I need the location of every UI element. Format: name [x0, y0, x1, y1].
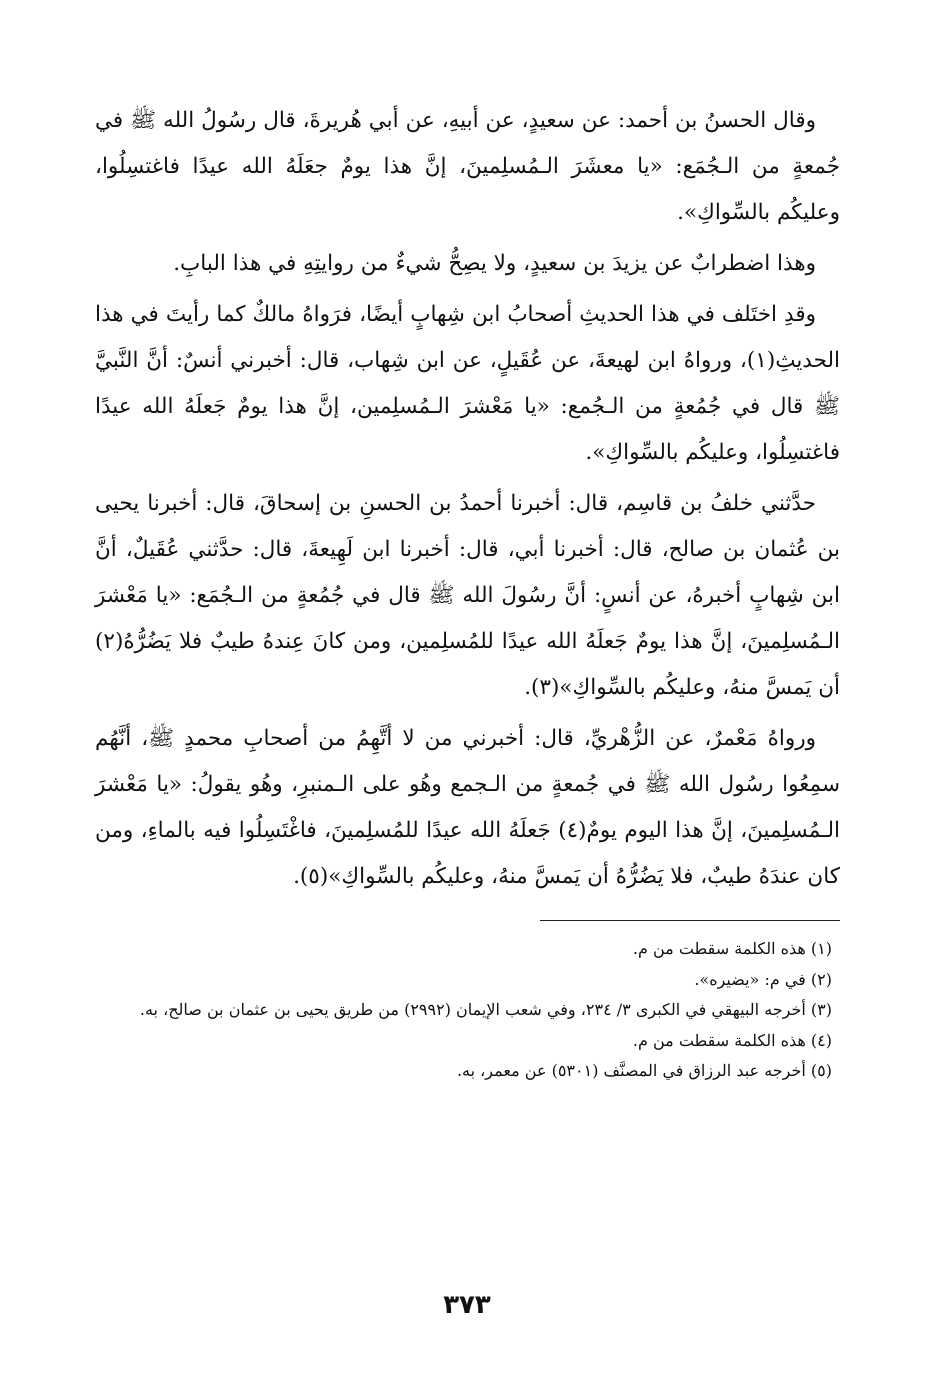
- paragraph-5: ورواهُ مَعْمرٌ، عن الزُّهْريِّ، قال: أخبرني من لا أتَّهِمُ من أصحابِ محمدٍ ﷺ، أنَّهُم سمِعُوا رسُول الله ﷺ في جُمعةٍ من الـجمع وهُو على الـمنبرِ، وهُو يقولُ: «يا مَعْشرَ الـمُسلِمينَ، إنَّ هذا اليوم يومٌ(٤) جَعلَهُ الله عيدًا للمُسلِمينَ، فاغْتَسِلُوا فيه بالماءِ، ومن كان عندَهُ طيبٌ، فلا يَضُرُّهُ أن يَمسَّ منهُ، وعليكُم بالسِّواكِ»(٥).: [95, 726, 840, 889]
- main-text: [95, 98, 840, 900]
- footnotes: [95, 935, 840, 1086]
- paragraph-2: وهذا اضطرابٌ عن يزيدَ بن سعيدٍ، ولا يصِحُّ شيءٌ من روايتِهِ في هذا البابِ.: [173, 251, 816, 276]
- page-content: [95, 98, 840, 1088]
- footnote-3: (٣) أخرجه البيهقي في الكبرى ٣/ ٢٣٤، وفي شعب الإيمان (٢٩٩٢) من طريق يحيى بن عثمان بن صالح، به.: [139, 1000, 832, 1019]
- footnote-2: (٢) في م: «يضيره».: [694, 969, 832, 989]
- paragraph-4: حدَّثني خلفُ بن قاسِم، قال: أخبرنا أحمدُ بن الحسنِ بن إسحاقَ، قال: أخبرنا يحيى بن عُثمان بن صالح، قال: أخبرنا أبي، قال: أخبرنا ابن لَهِيعةَ، قال: حدَّثني عُقَيلٌ، أنَّ ابن شِهابٍ أخبرهُ، عن أنسٍ: أنَّ رسُولَ الله ﷺ قال في جُمُعةٍ من الـجُمَع: «يا مَعْشرَ الـمُسلِمينَ، إنَّ هذا يومٌ جَعلَهُ الله عيدًا للمُسلِمين، ومن كانَ عِندهُ طيبٌ فلا يَضُرُّهُ(٢) أن يَمسَّ منهُ، وعليكُم بالسِّواكِ»(٣).: [95, 491, 840, 700]
- page-number: ٣٧٣: [443, 1290, 491, 1320]
- paragraph-1: وقال الحسنُ بن أحمد: عن سعيدٍ، عن أبيهِ، عن أبي هُريرةَ، قال رسُولُ الله ﷺ في جُمعةٍ من الـجُمَع: «يا معشَرَ الـمُسلِمينَ، إنَّ هذا يومٌ جعَلَهُ الله عيدًا فاغتسِلُوا، وعليكُم بالسِّواكِ».: [95, 108, 840, 225]
- footnote-5: (٥) أخرجه عبد الرزاق في المصنَّف (٥٣٠١) عن معمر، به.: [456, 1061, 832, 1080]
- paragraph-3: وقدِ اختَلف في هذا الحديثِ أصحابُ ابن شِهابٍ أيضًا، فرَواهُ مالكٌ كما رأيتَ في هذا الحديثِ(١)، ورواهُ ابن لهيعةَ، عن عُقَيلٍ، عن ابن شِهاب، قال: أخبرني أنسٌ: أنَّ النَّبيَّ ﷺ قال في جُمُعةٍ من الـجُمع: «يا مَعْشرَ الـمُسلِمين، إنَّ هذا يومٌ جَعلَهُ الله عيدًا فاغتسِلُوا، وعليكُم بالسِّواكِ».: [95, 302, 840, 465]
- footnote-separator: [540, 920, 840, 921]
- footnote-1: (١) هذه الكلمة سقطت من م.: [632, 939, 832, 958]
- footnote-4: (٤) هذه الكلمة سقطت من م.: [632, 1030, 832, 1050]
